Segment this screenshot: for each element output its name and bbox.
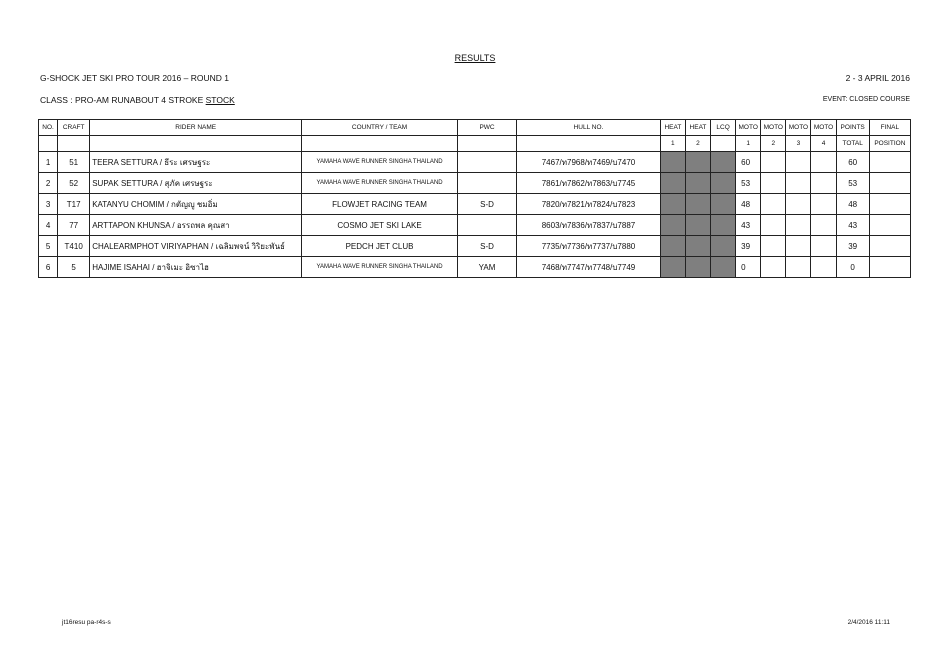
header-heat-2: HEAT — [685, 120, 710, 136]
cell-moto-3 — [786, 257, 811, 278]
cell-moto-3 — [786, 194, 811, 215]
results-table — [38, 119, 911, 278]
cell-pwc — [457, 152, 516, 173]
cell-heat-1 — [660, 215, 685, 236]
header-country: COUNTRY / TEAM — [302, 120, 458, 136]
cell-position — [869, 152, 910, 173]
cell-lcq — [711, 257, 736, 278]
cell-no: 4 — [39, 215, 58, 236]
cell-craft: 52 — [58, 173, 90, 194]
cell-pwc: S-D — [457, 194, 516, 215]
cell-country: YAMAHA WAVE RUNNER SINGHA THAILAND — [302, 173, 458, 194]
header-country-sub — [302, 136, 458, 152]
cell-lcq — [711, 194, 736, 215]
header-lcq-sub — [711, 136, 736, 152]
header-moto-3-num: 3 — [786, 136, 811, 152]
page-title: RESULTS — [454, 53, 496, 63]
cell-no: 5 — [39, 236, 58, 257]
cell-heat-1 — [660, 173, 685, 194]
cell-craft: 5 — [58, 257, 90, 278]
cell-total: 48 — [836, 194, 869, 215]
cell-moto-3 — [786, 215, 811, 236]
cell-heat-1 — [660, 236, 685, 257]
cell-total: 60 — [836, 152, 869, 173]
table-row — [39, 215, 911, 236]
cell-moto-1: 43 — [736, 215, 761, 236]
header-points: POINTS — [836, 120, 869, 136]
cell-no: 1 — [39, 152, 58, 173]
header-lcq: LCQ — [711, 120, 736, 136]
cell-moto-1: 53 — [736, 173, 761, 194]
cell-rider: TEERA SETTURA / ธีระ เศรษฐระ — [90, 152, 302, 173]
table-row — [39, 173, 911, 194]
cell-rider: CHALEARMPHOT VIRIYAPHAN / เฉลิมพจน์ วิริยะพันธ์ — [90, 236, 302, 257]
cell-moto-3 — [786, 236, 811, 257]
cell-country: PEDCH JET CLUB — [302, 236, 458, 257]
cell-position — [869, 173, 910, 194]
event-type: EVENT: CLOSED COURSE — [822, 96, 910, 103]
cell-heat-1 — [660, 257, 685, 278]
header-pwc-sub — [457, 136, 516, 152]
cell-position — [869, 257, 910, 278]
footer-timestamp: 2/4/2016 11:11 — [847, 619, 890, 626]
cell-hull: 7820/ท7821/ท7824/บ7823 — [517, 194, 661, 215]
cell-moto-1: 60 — [736, 152, 761, 173]
cell-country: YAMAHA WAVE RUNNER SINGHA THAILAND — [302, 152, 458, 173]
cell-pwc — [457, 173, 516, 194]
cell-total: 43 — [836, 215, 869, 236]
cell-craft: T17 — [58, 194, 90, 215]
cell-position — [869, 215, 910, 236]
cell-moto-4 — [811, 215, 836, 236]
cell-moto-1: 39 — [736, 236, 761, 257]
header-no-sub — [39, 136, 58, 152]
event-dates: 2 - 3 APRIL 2016 — [845, 73, 910, 83]
cell-no: 2 — [39, 173, 58, 194]
cell-heat-1 — [660, 152, 685, 173]
cell-heat-2 — [685, 173, 710, 194]
cell-heat-2 — [685, 257, 710, 278]
cell-country: COSMO JET SKI LAKE — [302, 215, 458, 236]
cell-position — [869, 236, 910, 257]
event-name: G-SHOCK JET SKI PRO TOUR 2016 – ROUND 1 — [40, 73, 229, 83]
cell-position — [869, 194, 910, 215]
cell-rider: SUPAK SETTURA / สุภัค เศรษฐระ — [90, 173, 302, 194]
header-moto-4-num: 4 — [811, 136, 836, 152]
cell-pwc — [457, 215, 516, 236]
header-total: TOTAL — [836, 136, 869, 152]
header-position: POSITION — [869, 136, 910, 152]
cell-country: FLOWJET RACING TEAM — [302, 194, 458, 215]
cell-moto-4 — [811, 194, 836, 215]
cell-lcq — [711, 236, 736, 257]
cell-no: 3 — [39, 194, 58, 215]
header-moto-2: MOTO — [761, 120, 786, 136]
cell-hull: 7467/ท7968/ท7469/บ7470 — [517, 152, 661, 173]
cell-craft: 77 — [58, 215, 90, 236]
cell-rider: ARTTAPON KHUNSA / อรรถพล คุณสา — [90, 215, 302, 236]
footer-file-ref: jt16resu pa-r4s-s — [62, 619, 111, 626]
header-heat-2-num: 2 — [685, 136, 710, 152]
cell-moto-2 — [761, 215, 786, 236]
cell-moto-1: 0 — [736, 257, 761, 278]
header-heat-1: HEAT — [660, 120, 685, 136]
cell-no: 6 — [39, 257, 58, 278]
header-rider: RIDER NAME — [90, 120, 302, 136]
cell-craft: T410 — [58, 236, 90, 257]
cell-moto-4 — [811, 257, 836, 278]
header-heat-1-num: 1 — [660, 136, 685, 152]
cell-moto-2 — [761, 152, 786, 173]
cell-hull: 8603/ท7836/ท7837/บ7887 — [517, 215, 661, 236]
cell-moto-2 — [761, 236, 786, 257]
cell-moto-3 — [786, 152, 811, 173]
cell-heat-1 — [660, 194, 685, 215]
class-line — [40, 95, 235, 105]
header-craft-sub — [58, 136, 90, 152]
cell-moto-4 — [811, 152, 836, 173]
header-hull: HULL NO. — [517, 120, 661, 136]
header-hull-sub — [517, 136, 661, 152]
cell-heat-2 — [685, 152, 710, 173]
cell-moto-2 — [761, 173, 786, 194]
header-rider-sub — [90, 136, 302, 152]
table-row — [39, 152, 911, 173]
cell-moto-2 — [761, 194, 786, 215]
cell-total: 39 — [836, 236, 869, 257]
class-prefix: CLASS : PRO-AM RUNABOUT 4 STROKE — [40, 95, 206, 105]
header-no: NO. — [39, 120, 58, 136]
table-row — [39, 236, 911, 257]
header-craft: CRAFT — [58, 120, 90, 136]
table-row — [39, 257, 911, 278]
cell-total: 0 — [836, 257, 869, 278]
class-stock: STOCK — [205, 95, 235, 105]
cell-heat-2 — [685, 194, 710, 215]
cell-heat-2 — [685, 236, 710, 257]
cell-hull: 7861/ท7862/ท7863/บ7745 — [517, 173, 661, 194]
header-moto-2-num: 2 — [761, 136, 786, 152]
cell-pwc: YAM — [457, 257, 516, 278]
cell-moto-4 — [811, 236, 836, 257]
cell-rider: HAJIME ISAHAI / ฮาจิเมะ อิซาไฮ — [90, 257, 302, 278]
cell-hull: 7468/ท7747/ท7748/บ7749 — [517, 257, 661, 278]
cell-moto-4 — [811, 173, 836, 194]
cell-lcq — [711, 173, 736, 194]
cell-moto-2 — [761, 257, 786, 278]
header-final: FINAL — [869, 120, 910, 136]
header-moto-1: MOTO — [736, 120, 761, 136]
cell-craft: 51 — [58, 152, 90, 173]
cell-pwc: S-D — [457, 236, 516, 257]
header-moto-4: MOTO — [811, 120, 836, 136]
cell-lcq — [711, 215, 736, 236]
header-moto-1-num: 1 — [736, 136, 761, 152]
cell-moto-3 — [786, 173, 811, 194]
cell-lcq — [711, 152, 736, 173]
cell-heat-2 — [685, 215, 710, 236]
header-moto-3: MOTO — [786, 120, 811, 136]
header-pwc: PWC — [457, 120, 516, 136]
cell-total: 53 — [836, 173, 869, 194]
cell-rider: KATANYU CHOMIM / กตัญญู ชมอิ่ม — [90, 194, 302, 215]
cell-hull: 7735/ท7736/ท7737/บ7880 — [517, 236, 661, 257]
cell-moto-1: 48 — [736, 194, 761, 215]
table-row — [39, 194, 911, 215]
cell-country: YAMAHA WAVE RUNNER SINGHA THAILAND — [302, 257, 458, 278]
